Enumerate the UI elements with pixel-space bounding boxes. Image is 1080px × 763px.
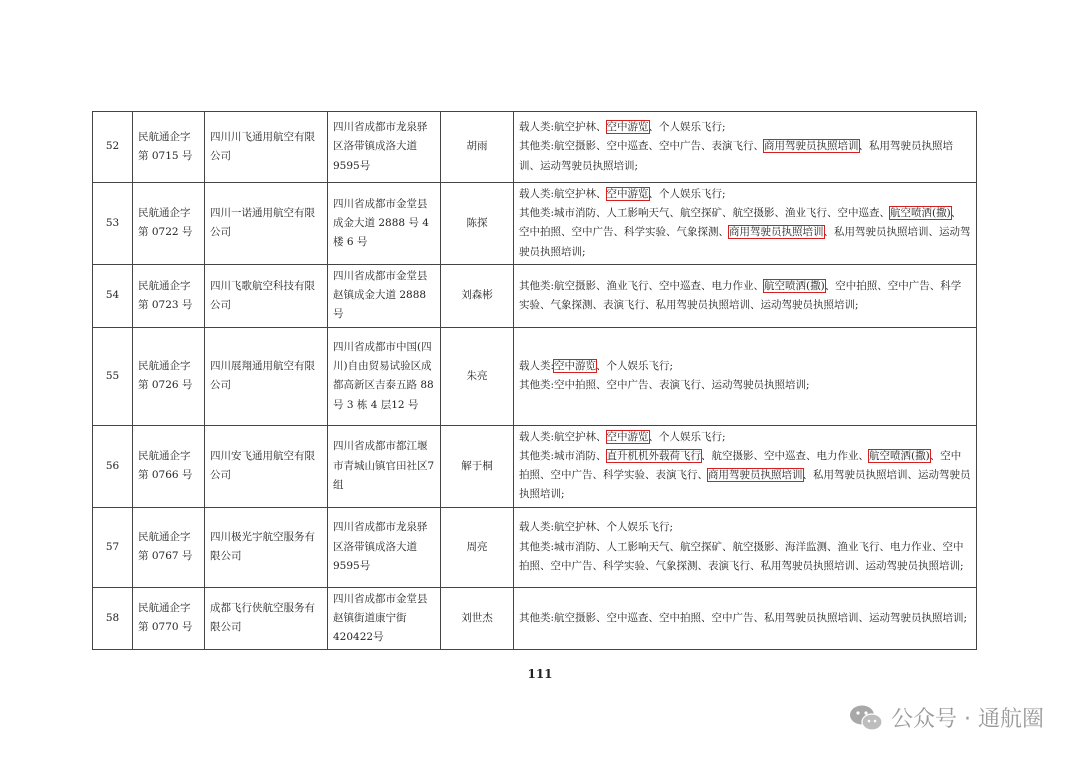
row-number: 52	[93, 112, 133, 183]
row-number: 58	[93, 587, 133, 650]
highlighted-item: 商用驾驶员执照培训	[708, 469, 803, 482]
business-scope	[514, 587, 977, 650]
table-row	[93, 507, 977, 587]
scope-text: 、私用驾驶员执照培训、运动驾驶员执照培训;	[519, 226, 971, 258]
scope-text: 其他类:空中拍照、空中广告、表演飞行、运动驾驶员执照培训;	[519, 379, 810, 392]
scope-text: 、空中拍照、空中广告、科学实验、气象探测、表演飞行、私用驾驶员执照培训、运动驾驶员执照培训;	[519, 279, 962, 311]
scope-text: 、个人娱乐飞行;	[648, 430, 726, 443]
table-row	[93, 327, 977, 425]
scope-text: 载人类:航空护林、	[519, 121, 607, 134]
company-address: 四川省成都市金堂县赵镇成金大道 2888号	[328, 264, 441, 327]
table-row	[93, 112, 977, 183]
scope-text: 、空中拍照、空中广告、科学实验、气象探测、	[519, 207, 962, 239]
company-address: 四川省成都市龙泉驿区洛带镇成洛大道9595号	[328, 507, 441, 587]
row-number: 54	[93, 264, 133, 327]
scope-text: 、私用驾驶员执照培训、运动驾驶员执照培训;	[519, 469, 971, 501]
scope-text: 其他类:城市消防、人工影响天气、航空探矿、航空摄影、海洋监测、渔业飞行、电力作业、空中拍照、空中广告、科学实验、气象探测、表演飞行、私用驾驶员执照培训、运动驾驶员执照培训;	[519, 540, 964, 572]
company-name: 四川飞歌航空科技有限公司	[205, 264, 328, 327]
table-body	[93, 112, 977, 650]
highlighted-item: 航空喷洒(撒)	[869, 450, 930, 463]
business-scope	[514, 183, 977, 265]
table-row	[93, 425, 977, 507]
row-number: 57	[93, 507, 133, 587]
company-address: 四川省成都市金堂县赵镇街道康宁街420422号	[328, 587, 441, 650]
scope-text: 其他类:航空摄影、空中巡查、空中拍照、空中广告、私用驾驶员执照培训、运动驾驶员执照培训;	[519, 611, 968, 624]
scope-line	[519, 277, 971, 315]
scope-text: 、空中拍照、空中广告、科学实验、表演飞行、	[519, 450, 962, 482]
scope-line	[519, 518, 971, 537]
company-name: 四川展翔通用航空有限公司	[205, 327, 328, 425]
wechat-icon	[849, 704, 883, 732]
page-number: 111	[527, 667, 553, 681]
scope-text: 其他类:城市消防、人工影响天气、航空探矿、航空摄影、渔业飞行、空中巡查、	[519, 207, 891, 220]
watermark-text: 公众号 · 通航圈	[891, 707, 1044, 732]
scope-line	[519, 357, 971, 376]
watermark	[849, 702, 1044, 733]
scope-line	[519, 118, 971, 137]
scope-line	[519, 538, 971, 576]
company-name: 四川安飞通用航空有限公司	[205, 425, 328, 507]
company-address: 四川省成都市龙泉驿区洛带镇成洛大道9595号	[328, 112, 441, 183]
highlighted-item: 商用驾驶员执照培训	[764, 140, 859, 153]
company-address: 四川省成都市都江堰市青城山镇官田社区7组	[328, 425, 441, 507]
scope-line	[519, 137, 971, 175]
company-name: 四川川飞通用航空有限公司	[205, 112, 328, 183]
permit-number: 民航通企字第 0770 号	[133, 587, 205, 650]
scope-text: 载人类:	[519, 360, 555, 373]
scope-line	[519, 447, 971, 505]
company-name: 四川一诺通用航空有限公司	[205, 183, 328, 265]
scope-text: 载人类:航空护林、	[519, 188, 607, 200]
row-number: 55	[93, 327, 133, 425]
scope-line	[519, 428, 971, 447]
business-scope	[514, 327, 977, 425]
business-scope	[514, 112, 977, 183]
table-row	[93, 264, 977, 327]
scope-line	[519, 376, 971, 395]
legal-representative: 陈探	[441, 183, 514, 265]
scope-text: 、私用驾驶员执照培训、运动驾驶员执照培训;	[519, 140, 954, 172]
highlighted-item: 空中游览	[606, 121, 649, 134]
permit-number: 民航通企字第 0766 号	[133, 425, 205, 507]
business-scope	[514, 264, 977, 327]
company-address: 四川省成都市金堂县成金大道 2888 号 4楼 6 号	[328, 183, 441, 265]
scope-text: 其他类:城市消防、	[519, 450, 607, 463]
row-number: 56	[93, 425, 133, 507]
company-address: 四川省成都市中国(四川)自由贸易试验区成都高新区吉泰五路 88 号 3 栋 4 层12 号	[328, 327, 441, 425]
scope-text: 其他类:航空摄影、渔业飞行、空中巡查、电力作业、	[519, 279, 765, 292]
scope-line	[519, 185, 971, 204]
legal-representative: 周亮	[441, 507, 514, 587]
highlighted-item: 航空喷洒(撒)	[890, 207, 951, 220]
company-name: 成都飞行侠航空服务有限公司	[205, 587, 328, 650]
scope-text: 、航空摄影、空中巡查、电力作业、	[701, 450, 870, 463]
scope-text: 、个人娱乐飞行;	[648, 121, 726, 134]
permit-number: 民航通企字第 0726 号	[133, 327, 205, 425]
operator-table	[92, 111, 977, 650]
business-scope	[514, 507, 977, 587]
highlighted-item: 航空喷洒(撒)	[764, 279, 825, 292]
highlighted-item: 商用驾驶员执照培训	[729, 226, 824, 239]
legal-representative: 朱亮	[441, 327, 514, 425]
legal-representative: 刘森彬	[441, 264, 514, 327]
business-scope	[514, 425, 977, 507]
scope-text: 载人类:航空护林、	[519, 430, 607, 443]
scope-text: 载人类:航空护林、个人娱乐飞行;	[519, 521, 674, 534]
company-name: 四川极光宇航空服务有限公司	[205, 507, 328, 587]
table-row	[93, 183, 977, 265]
highlighted-item: 空中游览	[606, 430, 649, 443]
permit-number: 民航通企字第 0723 号	[133, 264, 205, 327]
legal-representative: 刘世杰	[441, 587, 514, 650]
scope-line	[519, 204, 971, 262]
scope-line	[519, 609, 971, 628]
scope-text: 其他类:航空摄影、空中巡查、空中广告、表演飞行、	[519, 140, 765, 153]
table-row	[93, 587, 977, 650]
scope-text: 、个人娱乐飞行;	[648, 188, 726, 200]
permit-number: 民航通企字第 0767 号	[133, 507, 205, 587]
permit-number: 民航通企字第 0722 号	[133, 183, 205, 265]
legal-representative: 胡雨	[441, 112, 514, 183]
row-number: 53	[93, 183, 133, 265]
permit-number: 民航通企字第 0715 号	[133, 112, 205, 183]
legal-representative: 解于桐	[441, 425, 514, 507]
highlighted-item: 空中游览	[606, 188, 649, 200]
scope-text: 、个人娱乐飞行;	[596, 360, 674, 373]
highlighted-item: 空中游览	[554, 360, 597, 373]
highlighted-item: 直升机机外载荷飞行	[606, 450, 702, 463]
